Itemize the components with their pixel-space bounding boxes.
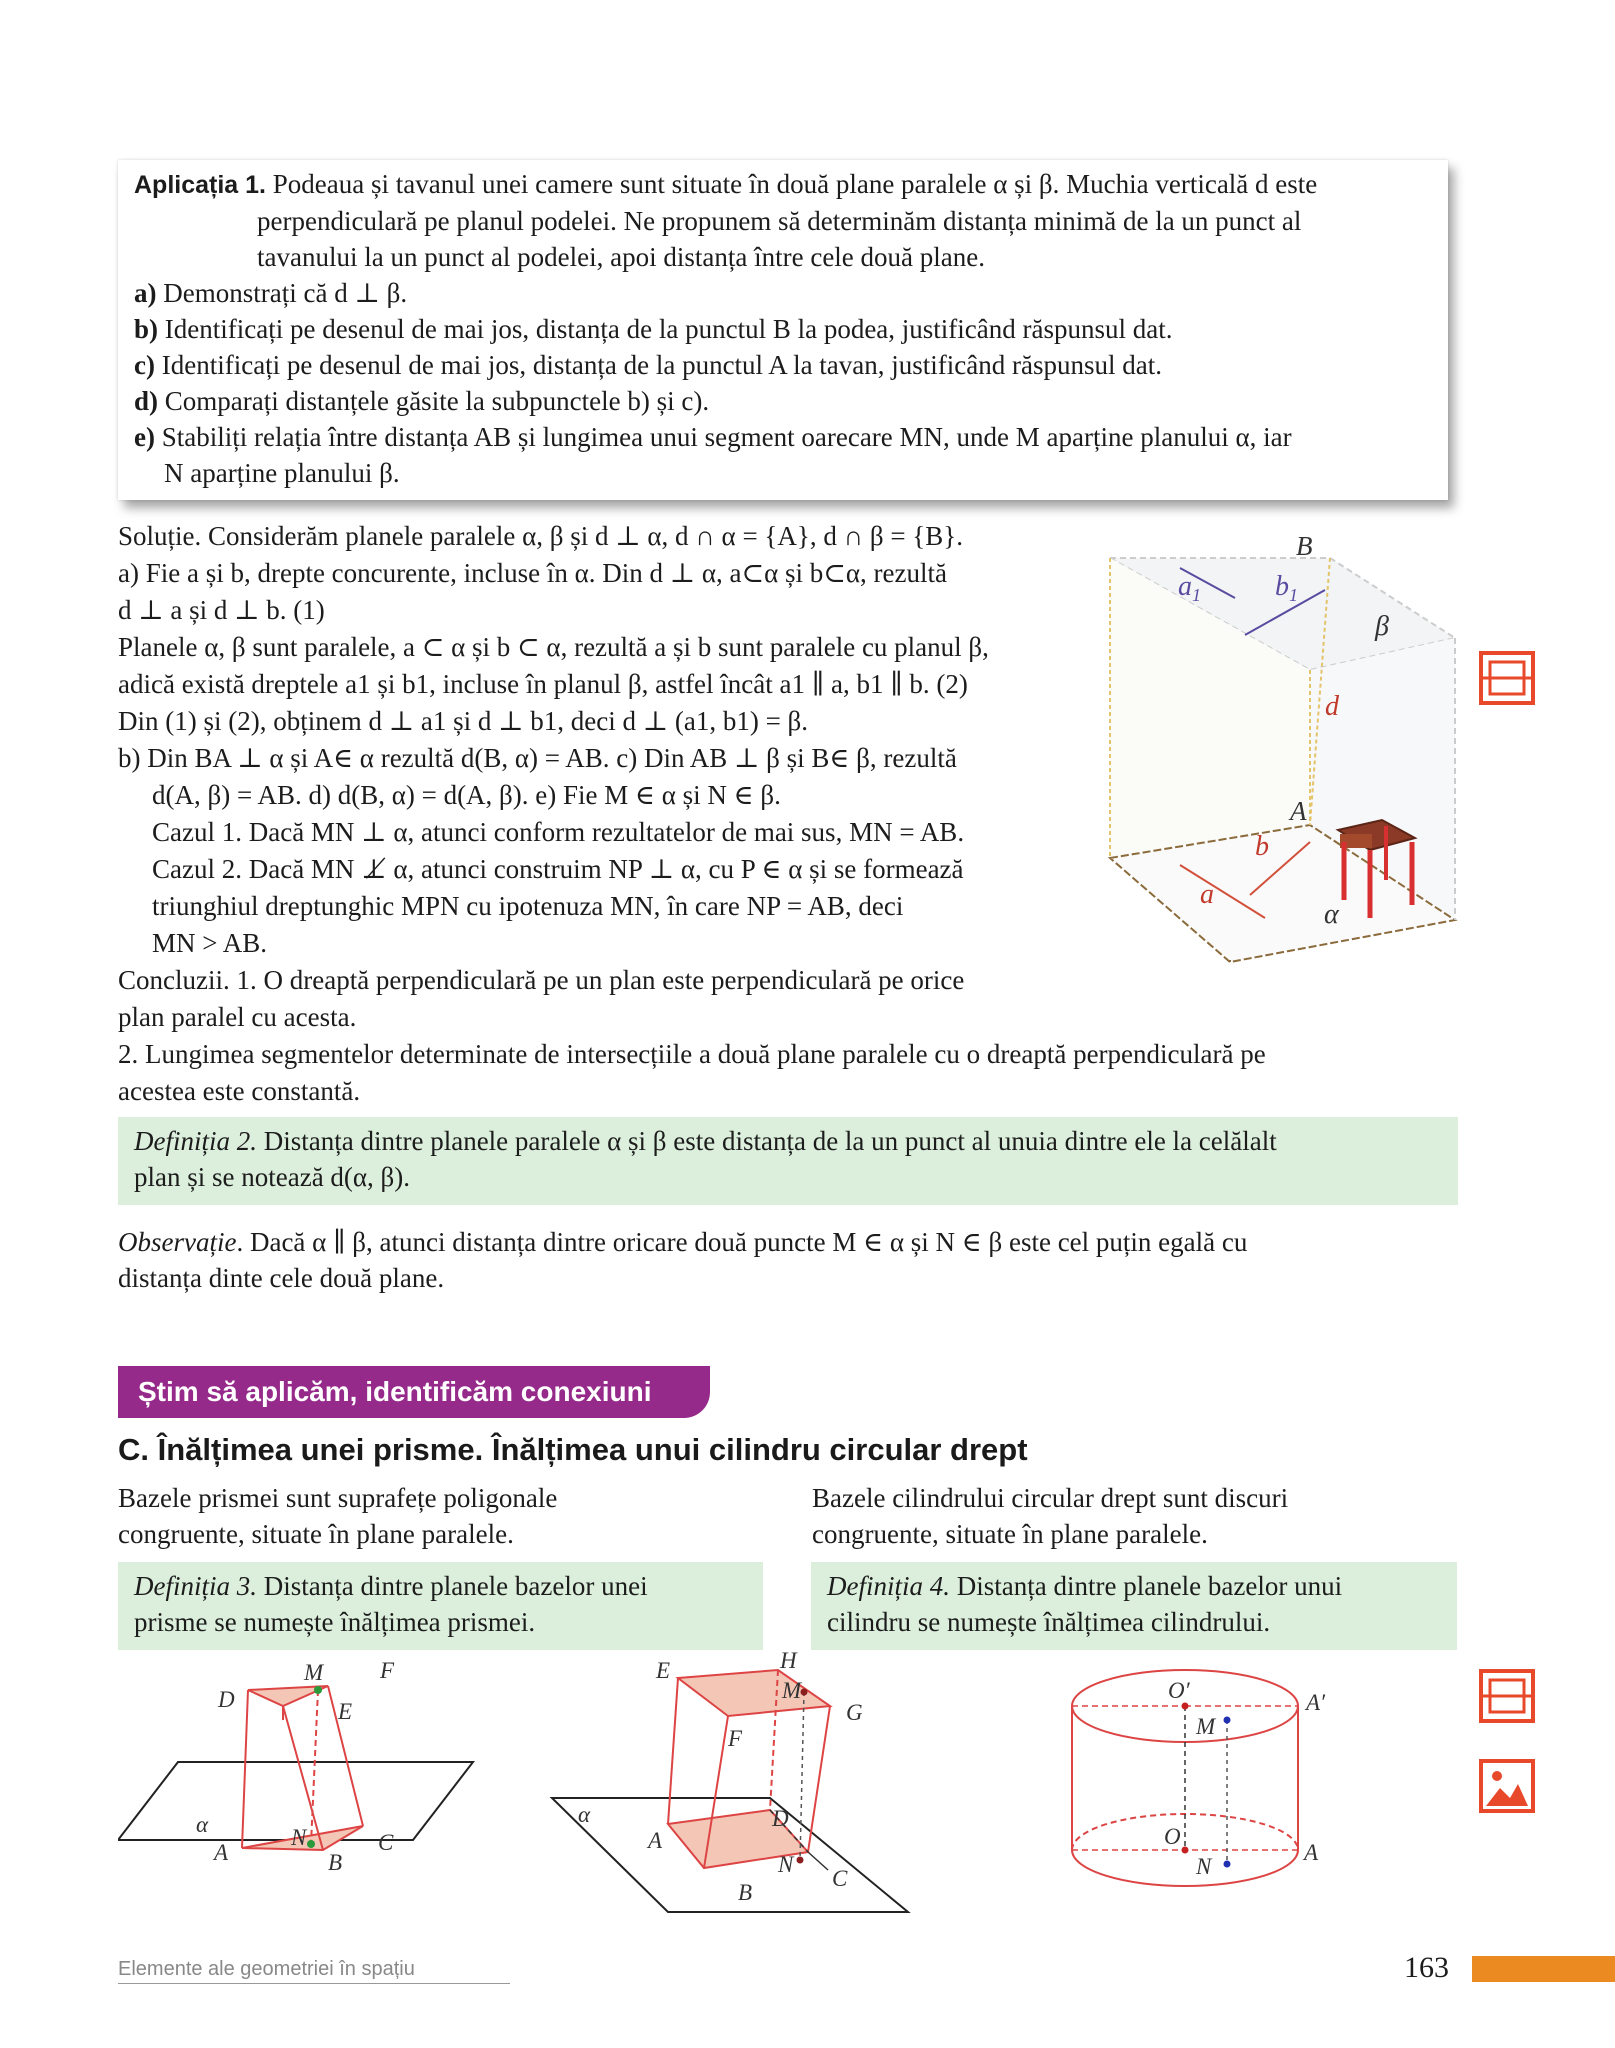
solution-line: acestea este constantă.: [118, 1076, 361, 1106]
label-b1: $b_1$: [1275, 571, 1298, 605]
definition-2-line2: plan și se notează d(α, β).: [134, 1162, 411, 1192]
label-A-prime: A′: [1306, 1690, 1326, 1715]
application-box: [118, 160, 1448, 500]
cylinder-bases-line: Bazele cilindrului circular drept sunt discuri: [812, 1483, 1289, 1513]
label-alpha: α: [1324, 899, 1339, 930]
label-E: E: [656, 1658, 671, 1683]
label-B: B: [1296, 531, 1313, 561]
item-e-text: Stabiliți relația între distanța AB și lungimea unui segment oarecare MN, unde M aparține planului α, iar: [161, 422, 1292, 452]
label-B: B: [738, 1880, 753, 1905]
label-D: D: [772, 1806, 789, 1831]
item-label: d): [134, 386, 159, 416]
definition-3-line1: Distanța dintre planele bazelor unei: [257, 1571, 648, 1601]
page-number: 163: [1404, 1951, 1449, 1984]
label-C: C: [378, 1830, 394, 1855]
label-b: b: [1255, 831, 1269, 862]
item-label: b): [134, 314, 159, 344]
application-title: Aplicația 1.: [134, 171, 266, 199]
section-banner: Știm să aplicăm, identificăm conexiuni: [118, 1366, 710, 1418]
solution-line: Cazul 1. Dacă MN ⊥ α, atunci conform rezultatelor de mai sus, MN = AB.: [152, 817, 965, 847]
definition-4-box: [811, 1562, 1457, 1650]
solution-line: plan paralel cu acesta.: [118, 1002, 357, 1032]
label-A: A: [1290, 796, 1307, 826]
label-alpha: α: [578, 1802, 591, 1827]
solution-line: adică există dreptele a1 și b1, incluse în planul β, astfel încât a1 ∥ a, b1 ∥ b. (2): [118, 669, 968, 699]
label-E: E: [338, 1699, 353, 1724]
cylinder-bases-text: [812, 1480, 1452, 1552]
solution-line: Concluzii. 1. O dreaptă perpendiculară pe un plan este perpendiculară pe orice: [118, 965, 965, 995]
label-N: N: [1196, 1854, 1212, 1879]
item-c-text: Identificați pe desenul de mai jos, distanța de la punctul A la tavan, justificând răspunsul dat.: [161, 350, 1162, 380]
solution-line: 2. Lungimea segmentelor determinate de intersecțiile a două plane paralele cu o dreaptă perpendiculară pe: [118, 1039, 1266, 1069]
observation-line1: . Dacă α ∥ β, atunci distanța dintre oricare două puncte M ∈ α și N ∈ β este cel puțin egală cu: [236, 1227, 1248, 1257]
prism-bases-line: Bazele prismei sunt suprafețe poligonale: [118, 1483, 558, 1513]
definition-3-box: [118, 1562, 763, 1650]
page-bar: [1472, 1956, 1615, 1982]
label-M: M: [782, 1678, 802, 1703]
definition-4-line1: Distanța dintre planele bazelor unui: [950, 1571, 1343, 1601]
footer-chapter: Elemente ale geometriei în spațiu: [118, 1955, 510, 1984]
prism-bases-line: congruente, situate în plane paralele.: [118, 1519, 514, 1549]
label-A: A: [648, 1828, 663, 1853]
observation: [118, 1224, 1458, 1296]
oblique-prism-figure: [548, 1650, 918, 1920]
solution-line: b) Din BA ⊥ α și A∈ α rezultă d(B, α) = AB. c) Din AB ⊥ β și B∈ β, rezultă: [118, 743, 957, 773]
cylinder-figure: [1060, 1660, 1350, 1890]
definition-3-line2: prisme se numește înălțimea prismei.: [134, 1607, 536, 1637]
observation-lead: Observație: [118, 1227, 237, 1257]
label-beta: β: [1375, 611, 1389, 642]
cylinder-bases-line: congruente, situate în plane paralele.: [812, 1519, 1208, 1549]
right-prism-figure: [118, 1660, 478, 1890]
label-alpha: α: [196, 1812, 209, 1837]
definition-2-lead: Definiția 2.: [134, 1126, 257, 1156]
film-icon[interactable]: [1478, 1668, 1536, 1724]
label-F: F: [380, 1660, 395, 1683]
definition-4-lead: Definiția 4.: [827, 1571, 950, 1601]
definition-2-box: [118, 1117, 1458, 1205]
film-icon[interactable]: [1478, 650, 1536, 706]
solution-line: MN > AB.: [152, 928, 268, 958]
label-F: F: [728, 1726, 743, 1751]
item-label: c): [134, 350, 155, 380]
application-intro-3: tavanului la un punct al podelei, apoi distanța între cele două plane.: [257, 242, 985, 272]
label-M: M: [1196, 1714, 1216, 1739]
solution-line: Cazul 2. Dacă MN ⊥̸ α, atunci construim NP ⊥ α, cu P ∈ α și se formează: [152, 854, 964, 884]
definition-3-lead: Definiția 3.: [134, 1571, 257, 1601]
solution-line: a) Fie a și b, drepte concurente, incluse în α. Din d ⊥ α, a⊂α și b⊂α, rezultă: [118, 558, 947, 588]
solution-line: d(A, β) = AB. d) d(B, α) = d(A, β). e) Fie M ∈ α și N ∈ β.: [152, 780, 781, 810]
solution-line: triunghiul dreptunghic MPN cu ipotenuza MN, în care NP = AB, deci: [152, 891, 904, 921]
definition-2-line1: Distanța dintre planele paralele α și β este distanța de la un punct al unuia dintre ele la celălalt: [263, 1126, 1277, 1156]
label-H: H: [780, 1650, 797, 1673]
label-a: a: [1200, 879, 1214, 910]
application-intro-1: Podeaua și tavanul unei camere sunt situate în două plane paralele α și β. Muchia verticală d este: [272, 169, 1318, 199]
solution-line: Soluție. Considerăm planele paralele α, β și d ⊥ α, d ∩ α = {A}, d ∩ β = {B}.: [118, 521, 963, 551]
label-O-prime: O′: [1168, 1678, 1190, 1703]
solution-line: Din (1) și (2), obținem d ⊥ a1 și d ⊥ b1, deci d ⊥ (a1, b1) = β.: [118, 706, 809, 736]
image-icon[interactable]: [1478, 1758, 1536, 1814]
label-D: D: [218, 1687, 235, 1712]
label-N: N: [291, 1825, 307, 1850]
label-B: B: [328, 1850, 343, 1875]
label-G: G: [846, 1700, 863, 1725]
observation-line2: distanța dinte cele două plane.: [118, 1263, 445, 1293]
label-O: O: [1164, 1824, 1181, 1849]
label-A: A: [1304, 1840, 1319, 1865]
item-d-text: Comparați distanțele găsite la subpunctele b) și c).: [164, 386, 710, 416]
application-intro-2: perpendiculară pe planul podelei. Ne propunem să determinăm distanța minimă de la un punct al: [257, 206, 1302, 236]
prism-bases-text: [118, 1480, 758, 1552]
label-N: N: [778, 1852, 794, 1877]
label-a1: $a_1$: [1178, 571, 1201, 605]
item-label: a): [134, 278, 157, 308]
item-a-text: Demonstrați că d ⊥ β.: [163, 278, 408, 308]
solution-line: Planele α, β sunt paralele, a ⊂ α și b ⊂ α, rezultă a și b sunt paralele cu planul β,: [118, 632, 989, 662]
section-title: C. Înălțimea unei prisme. Înălțimea unui cilindru circular drept: [118, 1432, 1028, 1467]
item-b-text: Identificați pe desenul de mai jos, distanța de la punctul B la podea, justificând răspunsul dat.: [164, 314, 1173, 344]
room-figure: [1100, 520, 1460, 970]
label-d: d: [1325, 691, 1339, 722]
item-e-continuation: N aparține planului β.: [164, 458, 400, 488]
label-M: M: [304, 1660, 324, 1685]
label-A: A: [214, 1840, 229, 1865]
label-C: C: [832, 1866, 848, 1891]
item-label: e): [134, 422, 155, 452]
definition-4-line2: cilindru se numește înălțimea cilindrului.: [827, 1607, 1271, 1637]
solution-line: d ⊥ a și d ⊥ b. (1): [118, 595, 325, 625]
